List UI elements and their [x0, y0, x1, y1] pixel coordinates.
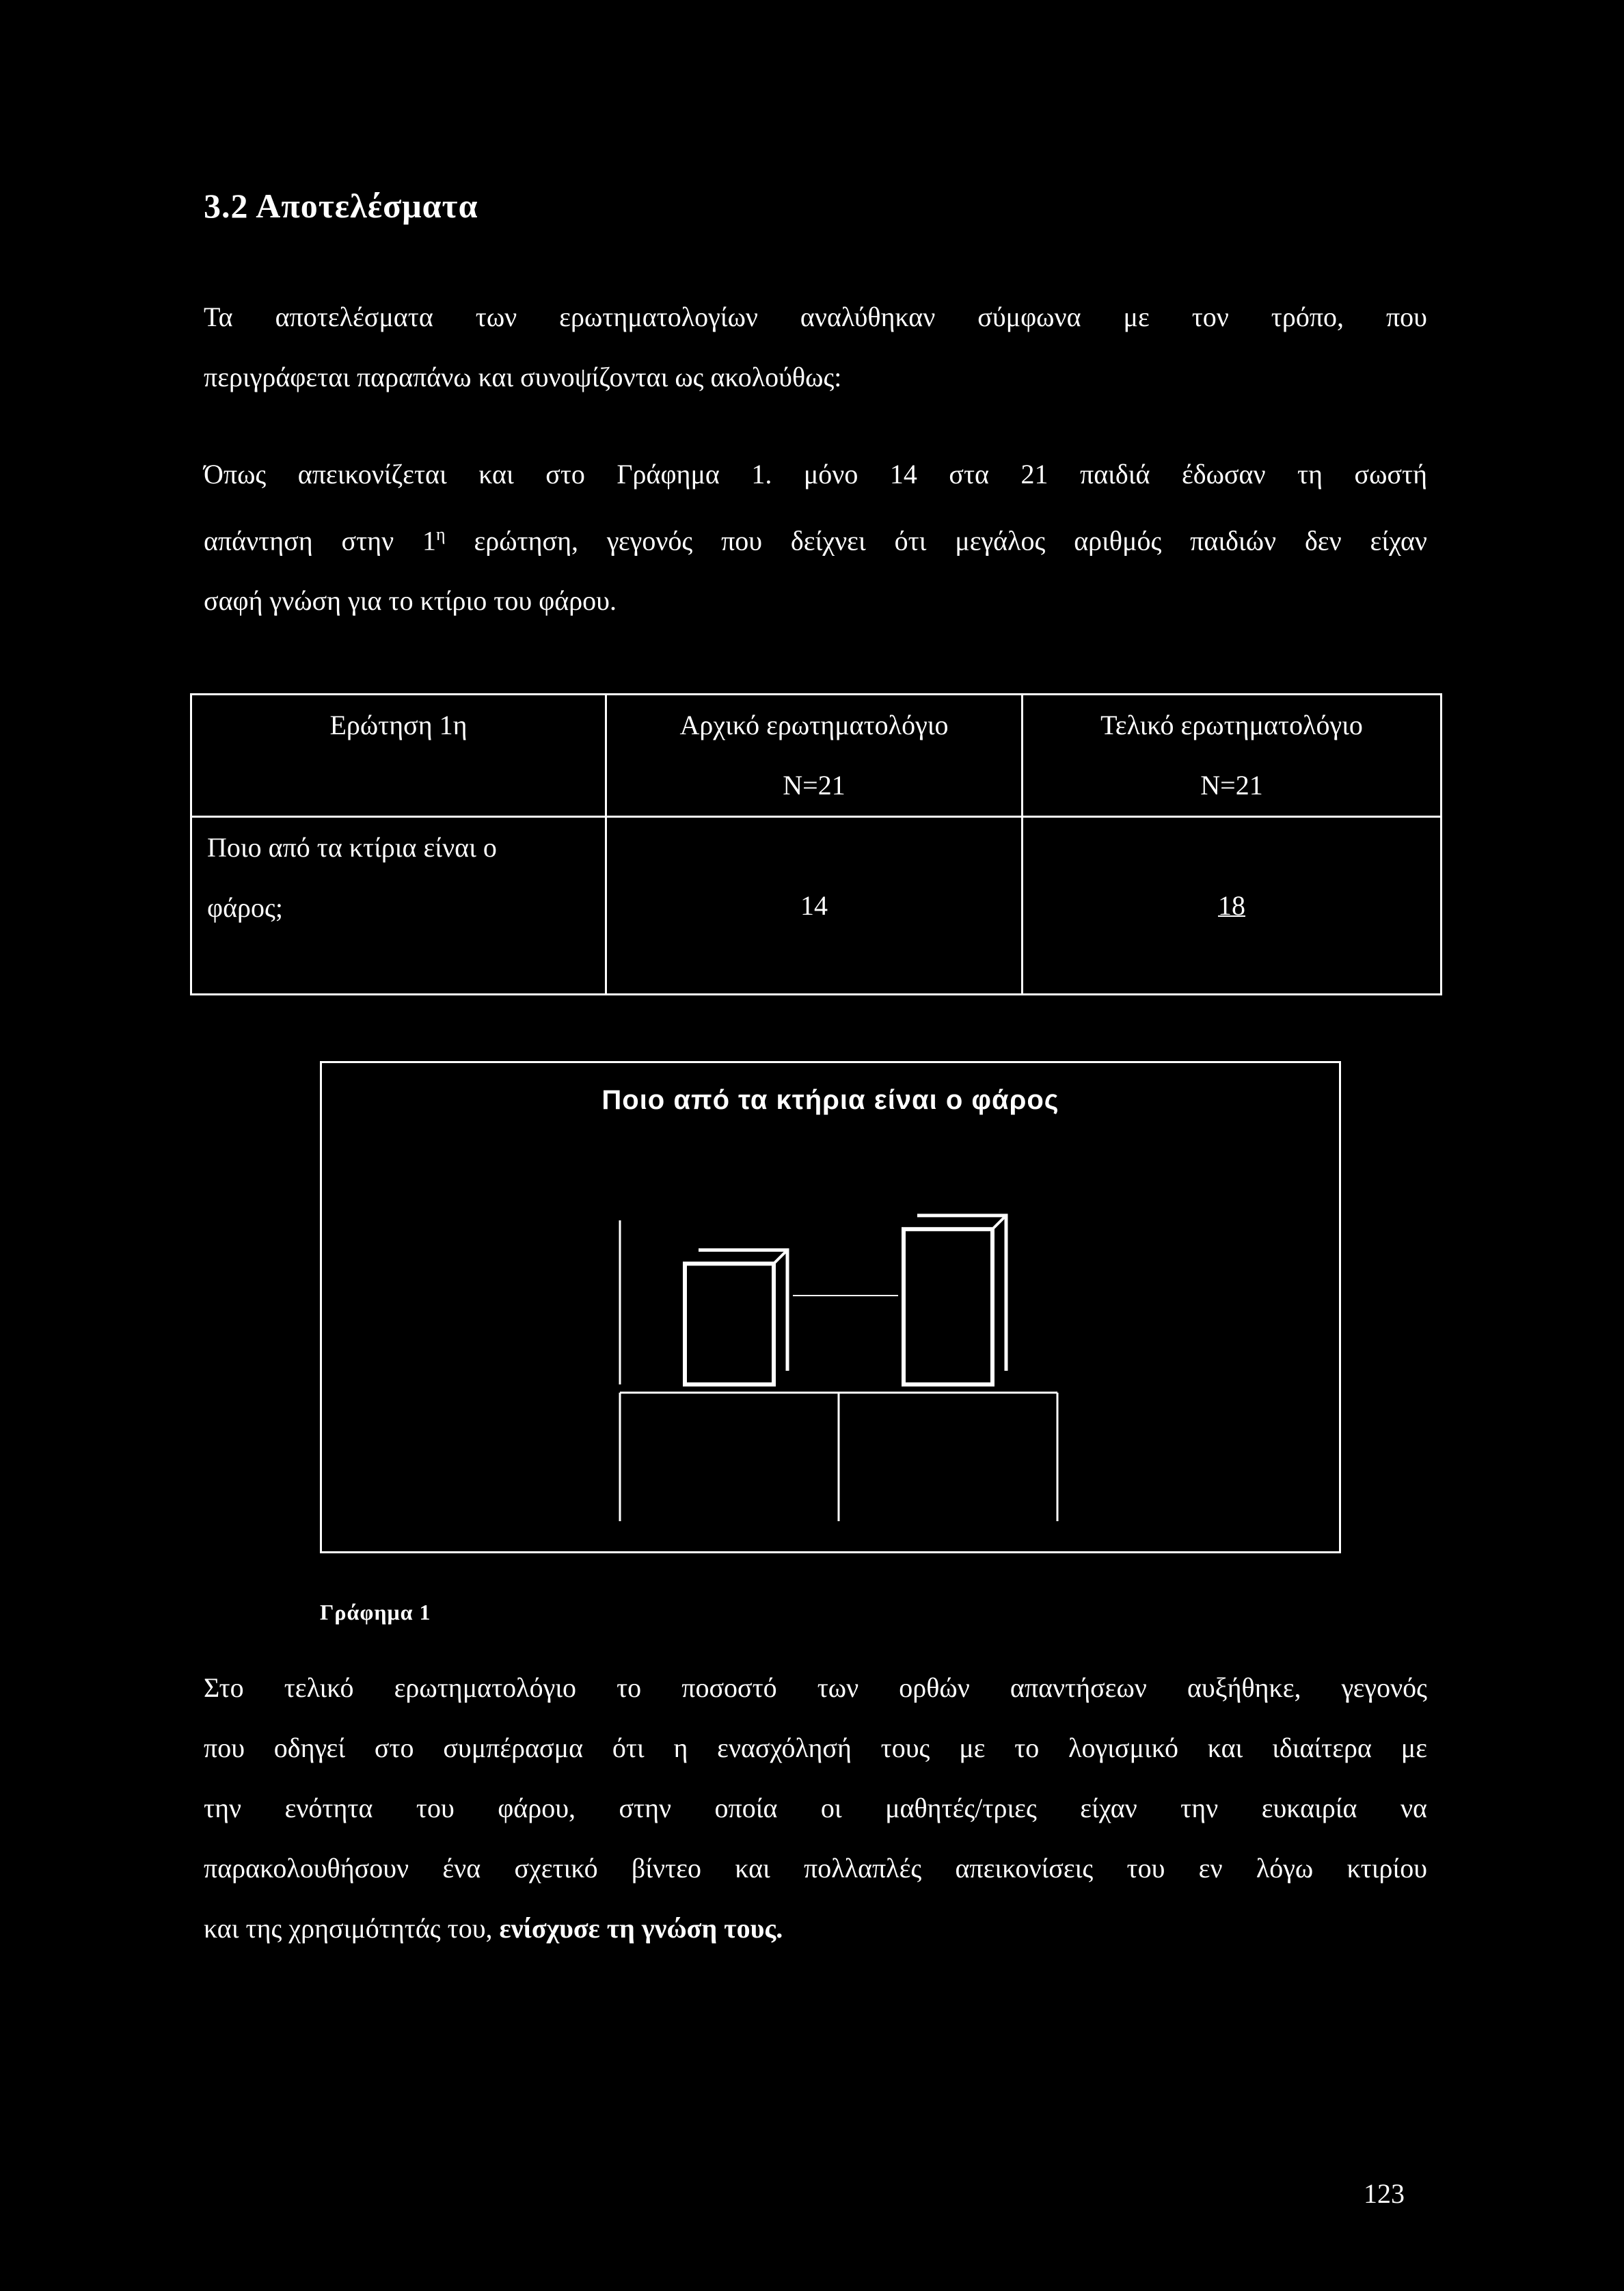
bar-chart	[322, 1063, 1339, 1551]
paragraph-line: περιγράφεται παραπάνω και συνοψίζονται ως ακολούθως:	[204, 362, 842, 392]
paragraph-line: παρακολουθήσουν ένα σχετικό βίντεο και πολλαπλές απεικονίσεις του εν λόγω κτιρίου	[204, 1853, 1427, 1884]
chart-frame	[320, 1061, 1341, 1553]
table-row	[191, 817, 1442, 995]
paragraph-text: και της χρησιμότητάς του,	[204, 1913, 500, 1944]
question-line: Ποιο από τα κτίρια είναι ο	[207, 832, 497, 863]
table-header-final	[1023, 695, 1442, 817]
figure-caption: Γράφημα 1	[320, 1600, 431, 1624]
table-header-initial	[606, 695, 1023, 817]
table-cell-initial: 14	[606, 817, 1023, 995]
paragraph-line: σαφή γνώση για το κτίριο του φάρου.	[204, 585, 617, 617]
header-n: Ν=21	[783, 770, 845, 801]
paragraph-conclusion	[204, 1658, 1427, 1959]
table-header-row	[191, 695, 1442, 817]
header-label: Τελικό ερωτηματολόγιο	[1100, 710, 1363, 740]
paragraph-line: που οδηγεί στο συμπέρασμα ότι η ενασχόλησή τους με το λογισμικό και ιδιαίτερα με	[204, 1732, 1427, 1763]
header-label: Αρχικό ερωτηματολόγιο	[679, 710, 949, 740]
page-number: 123	[1364, 2178, 1405, 2209]
header-n: Ν=21	[1200, 770, 1263, 801]
paragraph-line	[204, 1899, 1427, 1959]
table-cell-final: 18	[1023, 817, 1442, 995]
paragraph-intro	[204, 287, 1427, 407]
paragraph-line: Στο τελικό ερωτηματολόγιο το ποσοστό των ορθών απαντήσεων αυξήθηκε, γεγονός	[204, 1672, 1427, 1703]
paragraph-line: την ενότητα του φάρου, στην οποία οι μαθητές/τριες είχαν την ευκαιρία να	[204, 1793, 1427, 1823]
section-heading: 3.2 Αποτελέσματα	[204, 187, 478, 225]
paragraph-text: ερώτηση, γεγονός που δείχνει ότι μεγάλος αριθμός παιδιών δεν είχαν	[445, 525, 1428, 557]
question-line: φάρος;	[207, 892, 283, 923]
paragraph-line: Τα αποτελέσματα των ερωτηματολογίων αναλύθηκαν σύμφωνα με τον τρόπο, που	[204, 302, 1427, 332]
paragraph-line	[204, 505, 1427, 571]
chart-title: Ποιο από τα κτήρια είναι ο φάρος	[601, 1085, 1059, 1115]
paragraph-text: απάντηση στην 1	[204, 525, 436, 557]
paragraph-results	[204, 444, 1427, 631]
emphasis-text: ενίσχυσε τη γνώση τους.	[499, 1913, 783, 1944]
paragraph-line: Όπως απεικονίζεται και στο Γράφημα 1. μόνο 14 στα 21 παιδιά έδωσαν τη σωστή	[204, 459, 1427, 490]
results-table	[190, 693, 1442, 995]
table-cell-question	[191, 817, 606, 995]
superscript: η	[436, 524, 446, 544]
bar	[685, 1263, 774, 1384]
table-header-question: Ερώτηση 1η	[191, 695, 606, 817]
bar	[904, 1229, 992, 1384]
